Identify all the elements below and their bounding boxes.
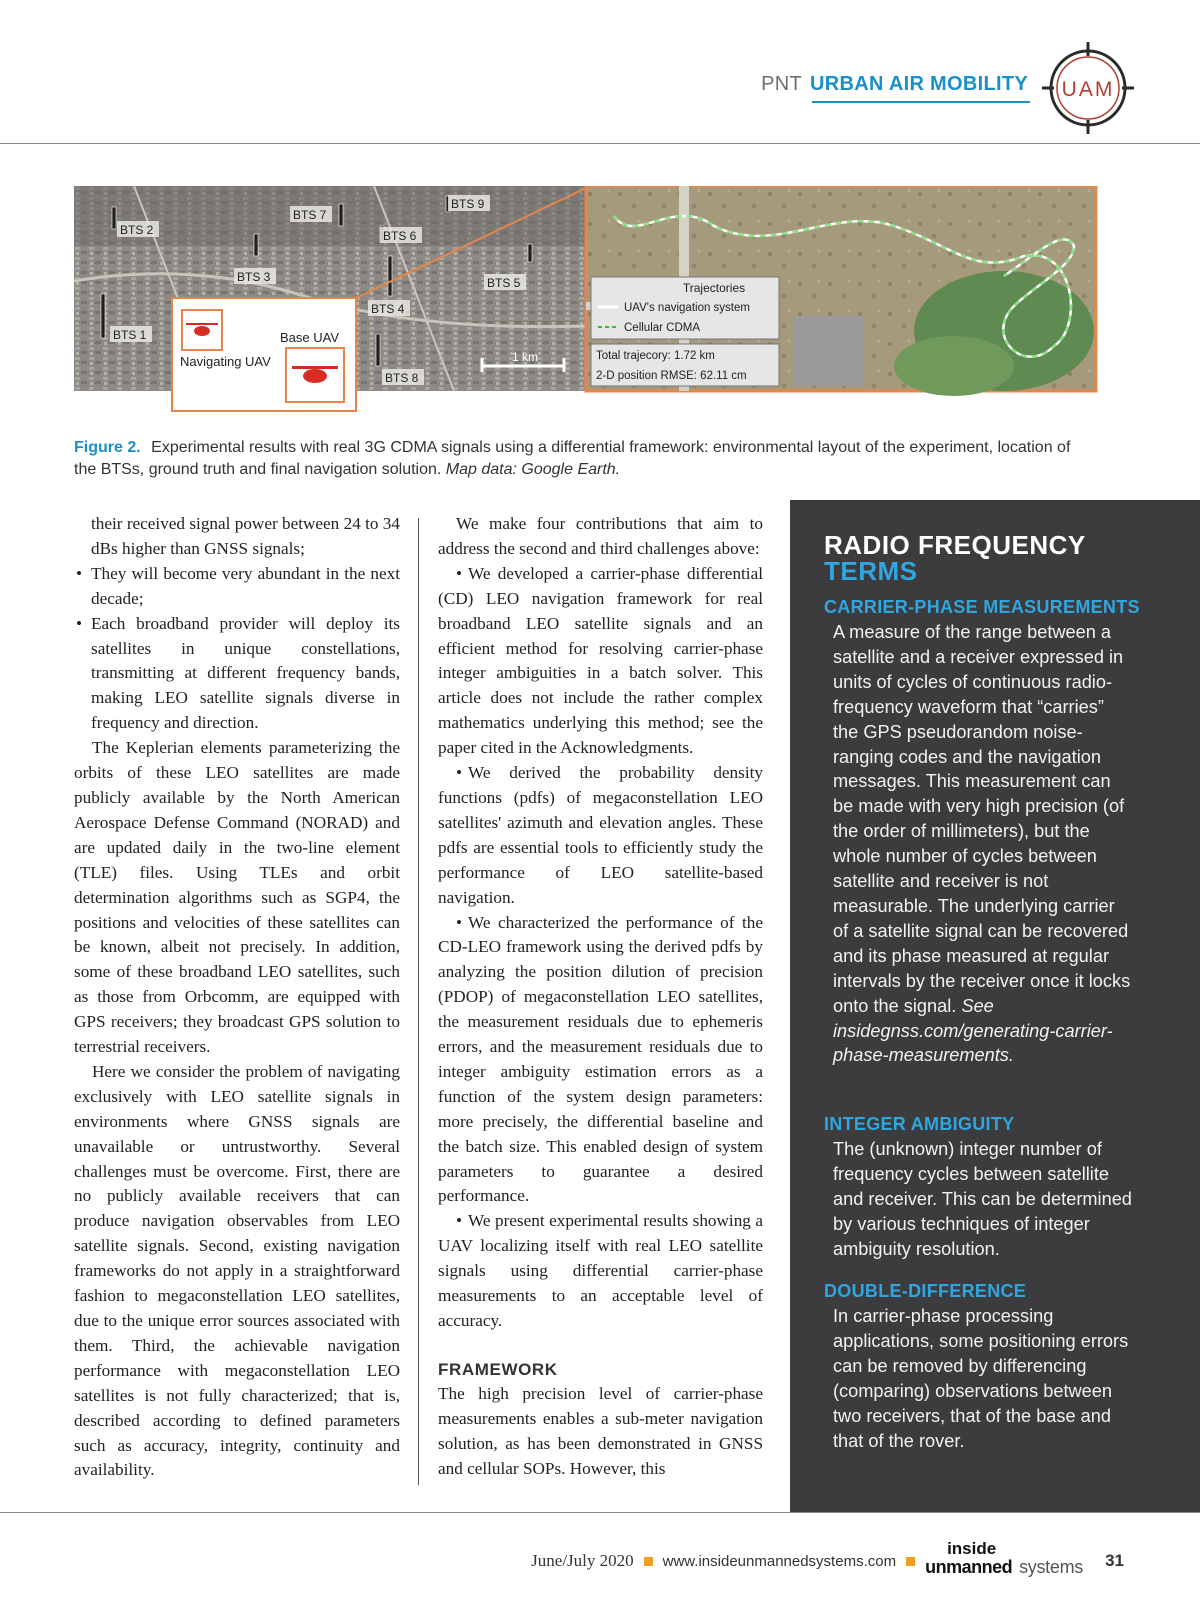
sidebar-title-line-1: RADIO FREQUENCY bbox=[824, 530, 1086, 560]
trajectory-stats bbox=[591, 344, 779, 386]
glossary-definition bbox=[833, 620, 1133, 1068]
bts-3-label: BTS 3 bbox=[237, 270, 271, 284]
magazine-logo-systems: systems bbox=[1019, 1557, 1083, 1577]
bullet-item: • Each broadband provider will deploy its satellites in unique constellations, transmitting at different frequency bands, making LEO satellite signals diverse in frequency and direction. bbox=[74, 612, 400, 737]
body-paragraph: We make four contributions that aim to address the second and third challenges above: bbox=[438, 514, 763, 558]
bts-2-label: BTS 2 bbox=[120, 223, 154, 237]
body-paragraph: The high precision level of carrier-phase measurements enables a sub-meter navigation solution, as has been demonstrated in GNSS and cellular SOPs. However, this bbox=[438, 1383, 763, 1478]
bullet-continuation: their received signal power between 24 to 34 dBs higher than GNSS signals; bbox=[91, 514, 400, 558]
glossary-definition-text: A measure of the range between a satellite and a receiver expressed in units of cycles of continuous radio-frequency waveform that “carries” the GPS pseudorandom noise-ranging codes and the navigation messages. This measurement can be made with very high precision (of the order of millimeters), but the whole number of cycles between satellite and receiver is not measurable. The underlying carrier of a satellite signal can be recovered and its phase measured at regular intervals by the receiver once it locks onto the signal. bbox=[833, 622, 1131, 1016]
article-column-2 bbox=[438, 512, 763, 1482]
figure-caption-text: Experimental results with real 3G CDMA signals using a differential framework: environmental layout of the experiment, location of the BTSs, ground truth and final navigation solution. bbox=[74, 439, 1071, 478]
contribution-bullet bbox=[438, 1209, 763, 1334]
trajectory-map-panel bbox=[586, 186, 1096, 396]
contribution-bullet bbox=[438, 562, 763, 761]
bullet-item: • They will become very abundant in the next decade; bbox=[74, 562, 400, 612]
article-column-1 bbox=[74, 512, 400, 1483]
sidebar-title bbox=[824, 532, 1086, 584]
figure-label: Figure 2. bbox=[74, 439, 141, 456]
section-topic: URBAN AIR MOBILITY bbox=[810, 73, 1028, 95]
separator-square bbox=[644, 1557, 653, 1566]
figure-credit: Map data: Google Earth. bbox=[445, 461, 621, 478]
sidebar-title-line-2: TERMS bbox=[824, 556, 918, 586]
uav-inset bbox=[172, 298, 356, 411]
logo-text: UAM bbox=[1061, 78, 1115, 101]
section-name: PNT bbox=[761, 73, 803, 95]
contribution-text: We derived the probability density functions (pdfs) of megaconstellation LEO satellites' azimuth and elevation angles. These pdfs are essential tools to efficiently study the performance of LEO satellite-based navigation. bbox=[438, 763, 763, 907]
issue-date: June/July 2020 bbox=[531, 1551, 634, 1570]
glossary-sidebar bbox=[790, 500, 1200, 1512]
contribution-text: We present experimental results showing a UAV localizing itself with real LEO satellite signals using differential carrier-phase measurements to an acceptable level of accuracy. bbox=[438, 1211, 763, 1330]
figure-caption bbox=[74, 437, 1074, 481]
bts-5-label: BTS 5 bbox=[487, 276, 521, 290]
bts-8-label: BTS 8 bbox=[385, 371, 419, 385]
body-paragraph: The Keplerian elements parameterizing the orbits of these LEO satellites are made publicly available by the North American Aerospace Defense Command (NORAD) and are updated daily in the two-line element (TLE) files. Using TLEs and orbit determination algorithms such as SGP4, the positions and velocities of these satellites can be known, albeit not precisely. In addition, some of these broadband LEO satellites, such as those from Orbcomm, are equipped with GPS receivers; they broadcast GPS solution to terrestrial receivers. bbox=[74, 738, 400, 1057]
section-label bbox=[761, 73, 1028, 96]
scale-label: 1 km bbox=[512, 350, 539, 364]
legend-item-navigation: UAV's navigation system bbox=[624, 302, 750, 314]
trajectory-legend bbox=[591, 277, 779, 339]
bts-1-label: BTS 1 bbox=[113, 328, 147, 342]
contribution-text: We developed a carrier-phase differential (CD) LEO navigation framework for real broadband LEO satellite signals and an efficient method for resolving carrier-phase integer ambiguities in a batch solver. This article does not include the rather complex mathematics underlying this method; see the paper cited in the Acknowledgments. bbox=[438, 563, 763, 758]
header-rule bbox=[0, 143, 1200, 144]
base-uav-label: Base UAV bbox=[280, 330, 340, 345]
stat-total-trajectory: Total trajecory: 1.72 km bbox=[596, 350, 715, 362]
glossary-definition: In carrier-phase processing applications, some positioning errors can be removed by differencing (comparing) observations between two receivers, that of the base and that of the rover. bbox=[833, 1306, 1129, 1451]
bts-9-label: BTS 9 bbox=[451, 197, 485, 211]
figure-2 bbox=[74, 186, 1126, 424]
bts-4-label: BTS 4 bbox=[371, 302, 405, 316]
footer-rule bbox=[0, 1512, 1200, 1513]
glossary-term: INTEGER AMBIGUITY bbox=[824, 1114, 1015, 1134]
glossary-definition: The (unknown) integer number of frequency cycles between satellite and receiver. This can be determined by various techniques of integer ambiguity resolution. bbox=[833, 1139, 1132, 1259]
glossary-term: DOUBLE-DIFFERENCE bbox=[824, 1281, 1027, 1301]
body-paragraph: Here we consider the problem of navigating exclusively with LEO satellite signals in environments where GNSS signals are unavailable or untrustworthy. Several challenges must be overcome. First, there are no publicly available receivers that can produce navigation observables from LEO satellite signals. Second, existing navigation frameworks do not apply in a straightforward fashion to megaconstellation LEO satellites, due to the unique error sources associated with them. Third, the achievable navigation performance with megaconstellation LEO satellites is not fully characterized; that is, described according to defined parameters such as accuracy, integrity, continuity and availability. bbox=[74, 1061, 400, 1480]
legend-title: Trajectories bbox=[682, 281, 746, 295]
page-number: 31 bbox=[1105, 1551, 1124, 1570]
navigating-uav-label: Navigating UAV bbox=[180, 354, 271, 369]
bullet-list bbox=[74, 562, 400, 736]
magazine-logo-unmanned: unmanned bbox=[925, 1557, 1013, 1577]
page-footer bbox=[531, 1539, 1124, 1577]
contribution-bullet bbox=[438, 911, 763, 1210]
legend-item-cdma: Cellular CDMA bbox=[624, 322, 701, 334]
uam-crosshair-logo bbox=[1040, 40, 1136, 136]
city-map-panel bbox=[74, 186, 586, 411]
contribution-bullet bbox=[438, 761, 763, 910]
section-underline bbox=[812, 101, 1030, 103]
stat-rmse: 2-D position RMSE: 62.11 cm bbox=[596, 370, 747, 382]
bts-6-label: BTS 6 bbox=[383, 229, 417, 243]
section-heading: FRAMEWORK bbox=[438, 1359, 558, 1379]
glossary-term: CARRIER-PHASE MEASUREMENTS bbox=[824, 597, 1140, 617]
bullet-dot: • bbox=[456, 1211, 463, 1231]
separator-square bbox=[906, 1557, 915, 1566]
page-header bbox=[0, 0, 1200, 145]
bullet-dot: • bbox=[456, 763, 463, 783]
bts-7-label: BTS 7 bbox=[293, 208, 327, 222]
website-link[interactable]: www.insideunmannedsystems.com bbox=[662, 1552, 897, 1570]
contribution-text: We characterized the performance of the CD-LEO framework using the derived pdfs by analyzing the position dilution of precision (PDOP) of megaconstellation LEO satellites, the measurement residuals due to ephemeris errors, and the measurement residuals due to integer ambiguity estimation errors as a function of the system design parameters: more precisely, the differential baseline and the batch size. This enabled design of system parameters to guarantee a desired performance. bbox=[438, 912, 763, 1206]
bullet-dot: • bbox=[456, 912, 463, 932]
glossary-see-also: See insidegnss.com/generating-carrier-phase-measurements. bbox=[833, 995, 1113, 1066]
magazine-logo bbox=[925, 1539, 1095, 1577]
bullet-dot: • bbox=[456, 563, 463, 583]
column-divider bbox=[418, 518, 419, 1485]
magazine-logo-inside: inside bbox=[947, 1539, 997, 1558]
